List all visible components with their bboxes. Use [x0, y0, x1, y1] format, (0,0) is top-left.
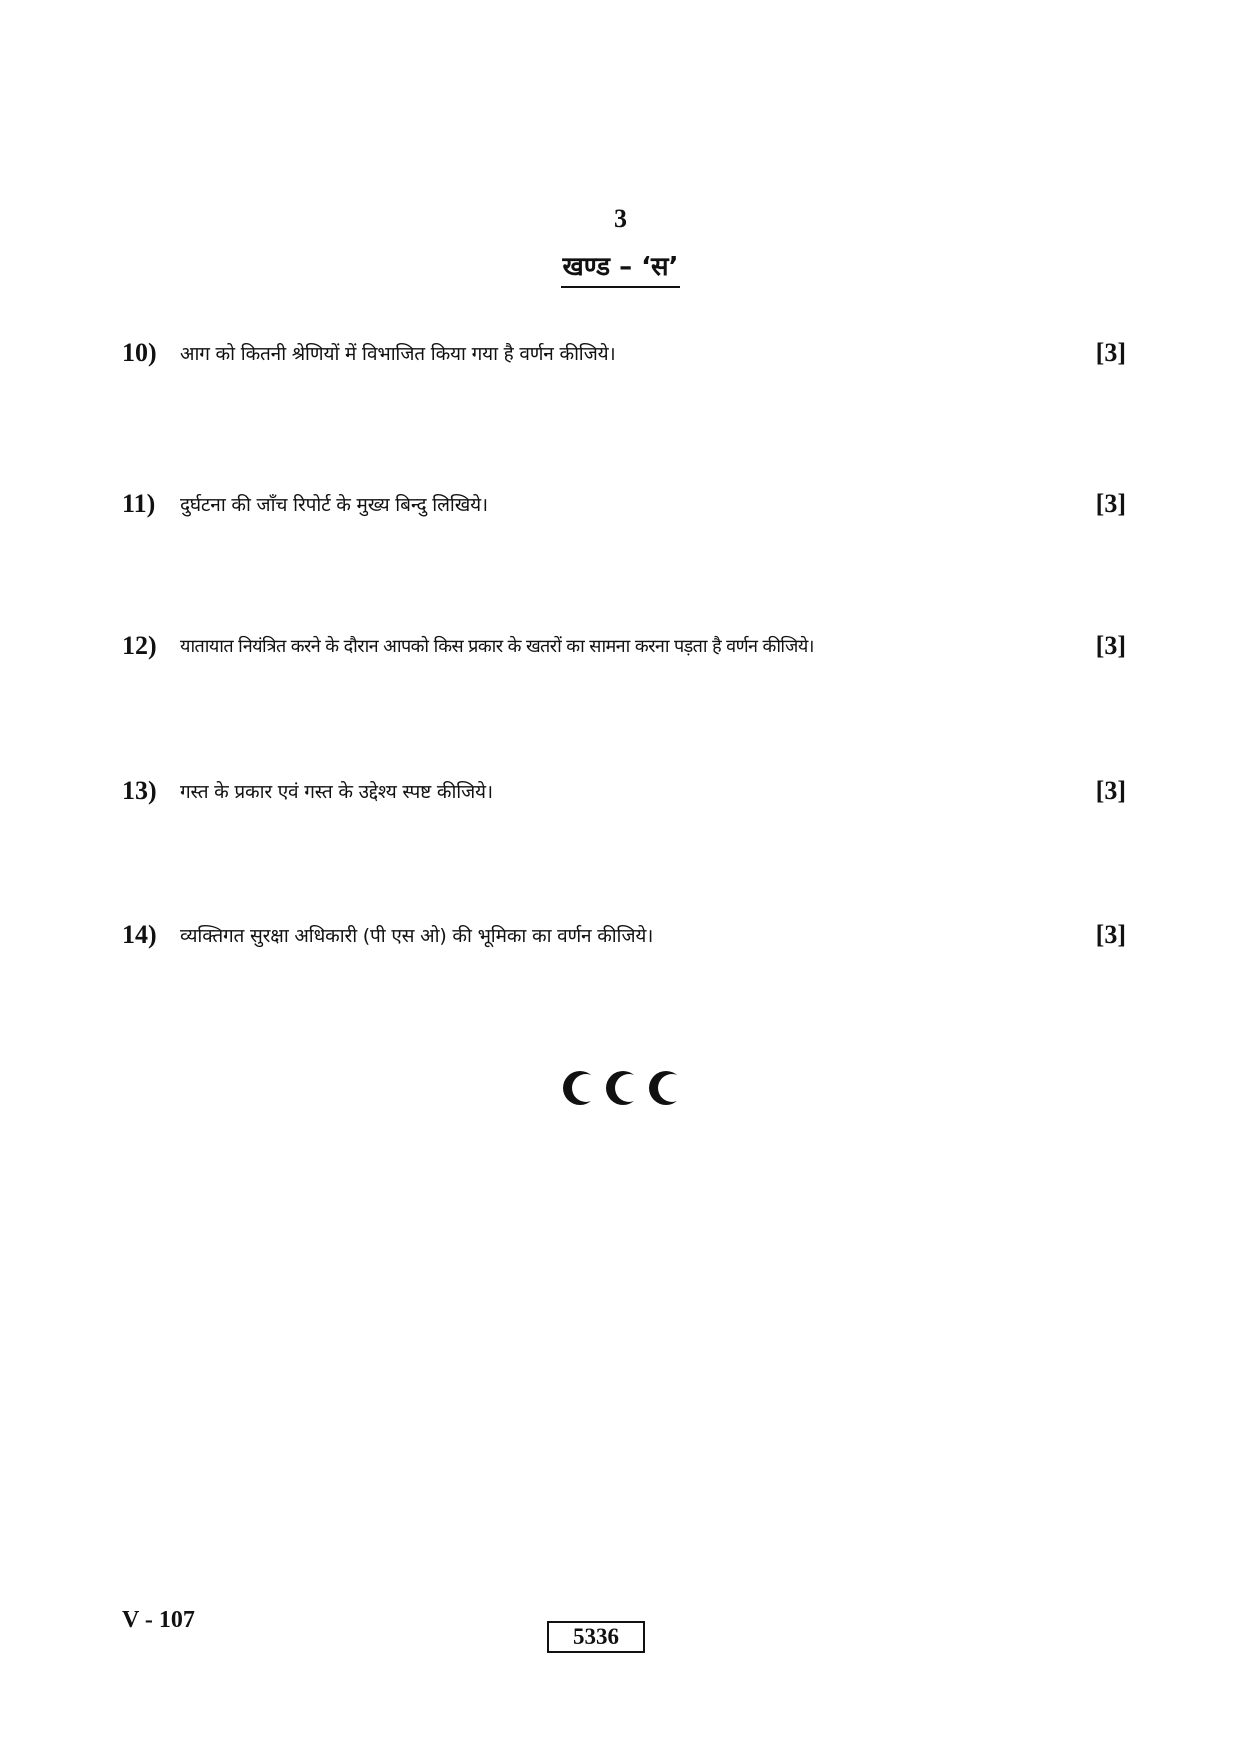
page-number: 3 — [614, 204, 627, 233]
question-13 — [122, 771, 1126, 811]
paper-code: V - 107 — [122, 1607, 195, 1633]
question-text: गस्त के प्रकार एवं गस्त के उद्देश्य स्पष्ट कीजिये। — [180, 781, 493, 803]
question-marks: [3] — [1095, 920, 1126, 949]
section-title-text: खण्ड – ‘स’ — [561, 250, 681, 288]
question-text: दुर्घटना की जाँच रिपोर्ट के मुख्य बिन्दु लिखिये। — [180, 494, 488, 516]
question-marks: [3] — [1095, 338, 1126, 367]
section-title — [0, 250, 1241, 288]
question-text: आग को कितनी श्रेणियों में विभाजित किया गया है वर्णन कीजिये। — [180, 343, 616, 365]
question-number: 11) — [122, 489, 156, 518]
paper-number-box: 5336 — [547, 1621, 645, 1653]
question-number: 10) — [122, 338, 157, 367]
question-marks: [3] — [1095, 631, 1126, 660]
question-number: 14) — [122, 920, 157, 949]
crescent-icon — [563, 1071, 600, 1105]
question-11 — [122, 484, 1126, 524]
question-text: यातायात नियंत्रित करने के दौरान आपको किस प्रकार के खतरों का सामना करना पड़ता है वर्णन कीजिये। — [180, 636, 814, 657]
question-marks: [3] — [1095, 776, 1126, 805]
end-of-paper-ornament-icon — [560, 1068, 686, 1108]
crescent-icon — [606, 1071, 643, 1105]
question-marks: [3] — [1095, 489, 1126, 518]
question-number: 13) — [122, 776, 157, 805]
question-14 — [122, 915, 1126, 955]
question-number: 12) — [122, 631, 157, 660]
question-12 — [122, 626, 1126, 666]
question-text: व्यक्तिगत सुरक्षा अधिकारी (पी एस ओ) की भूमिका का वर्णन कीजिये। — [180, 925, 654, 947]
crescent-icon — [649, 1071, 686, 1105]
question-10 — [122, 333, 1126, 373]
